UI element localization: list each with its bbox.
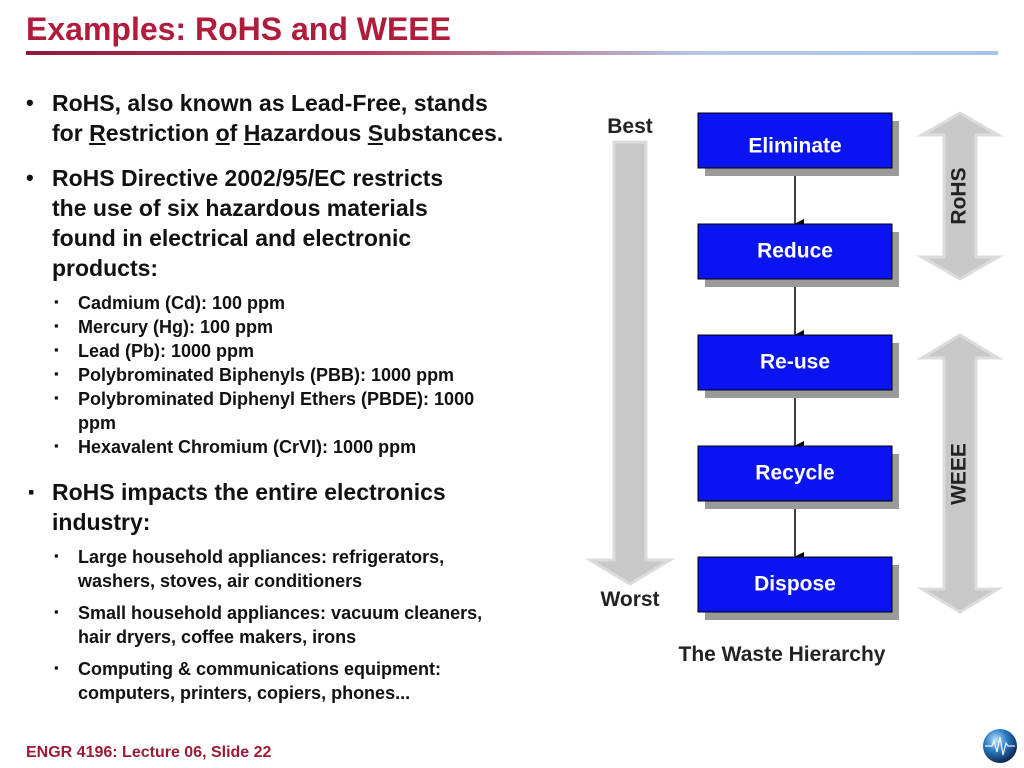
square-bullet-icon: ▪ [54, 548, 59, 563]
slide-footer: ENGR 4196: Lecture 06, Slide 22 [26, 744, 272, 761]
bullet-text: industry: [52, 509, 151, 535]
list-item-text: Small household appliances: vacuum cleaners, [78, 603, 483, 623]
bullet-impacts [26, 477, 566, 537]
square-bullet-icon: ▪ [54, 294, 59, 309]
bullet-text: the use of six hazardous materials [52, 195, 428, 221]
text-span: ubstances. [383, 120, 504, 146]
step-label: Eliminate [748, 134, 842, 158]
underlined-initial: S [367, 120, 384, 146]
list-item-text: Computing & communications equipment: [78, 659, 441, 679]
best-worst-arrow [590, 142, 670, 584]
text-span: for [52, 120, 90, 146]
title-underline [26, 51, 998, 55]
list-item-text: Large household appliances: refrigerators, [78, 547, 445, 567]
bullet-dot-icon: • [26, 90, 34, 115]
step-reuse [698, 335, 899, 398]
list-item-text: Cadmium (Cd): 100 ppm [78, 293, 286, 313]
square-bullet-icon: ▪ [54, 604, 59, 619]
list-item-continuation [26, 411, 566, 435]
text-span: azardous [260, 120, 368, 146]
bullet-dot-icon: • [26, 165, 34, 190]
list-item-text: washers, stoves, air conditioners [78, 571, 363, 591]
bullet-rohs-definition [26, 88, 566, 148]
list-item-text: Hexavalent Chromium (CrVI): 1000 ppm [78, 437, 417, 457]
list-item [26, 387, 566, 411]
step-dispose [698, 557, 899, 620]
worst-label: Worst [600, 588, 660, 611]
square-bullet-icon: ▪ [54, 342, 59, 357]
list-item [26, 363, 566, 387]
bullet-directive [26, 163, 566, 283]
hazard-list [26, 291, 566, 459]
underlined-initial: R [89, 120, 106, 146]
step-eliminate [698, 113, 899, 176]
list-item-text: computers, printers, copiers, phones... [78, 683, 411, 703]
list-item [26, 291, 566, 315]
square-bullet-icon: ▪ [54, 366, 59, 381]
slide-title: Examples: RoHS and WEEE [26, 11, 451, 47]
square-bullet-icon: ▪ [54, 390, 59, 405]
globe-logo-icon [982, 728, 1018, 764]
weee-label: WEEE [947, 443, 971, 505]
step-label: Dispose [754, 572, 836, 596]
rohs-label: RoHS [947, 167, 971, 225]
bullet-text: found in electrical and electronic [52, 225, 412, 251]
step-label: Reduce [757, 239, 833, 263]
bullet-list [26, 88, 566, 705]
list-item-text: Polybrominated Diphenyl Ethers (PBDE): 1000 [78, 389, 475, 409]
step-label: Re-use [759, 350, 831, 374]
list-item [26, 315, 566, 339]
list-item [26, 601, 566, 649]
bullet-text: RoHS, also known as Lead-Free, stands [52, 90, 488, 116]
step-label: Recycle [755, 461, 835, 485]
diagram-caption: The Waste Hierarchy [678, 643, 886, 666]
text-span: estriction [105, 120, 216, 146]
underlined-initial: H [243, 120, 261, 146]
text-span: f [229, 120, 244, 146]
bullet-text: RoHS impacts the entire electronics [52, 479, 446, 505]
list-item [26, 545, 566, 593]
list-item-text: ppm [78, 413, 116, 433]
underlined-initial: o [215, 120, 230, 146]
list-item-text: Mercury (Hg): 100 ppm [78, 317, 274, 337]
impact-list [26, 545, 566, 705]
best-label: Best [607, 115, 653, 138]
square-bullet-icon: ▪ [28, 482, 35, 502]
step-reduce [698, 224, 899, 287]
list-item-text: Polybrominated Biphenyls (PBB): 1000 ppm [78, 365, 455, 385]
square-bullet-icon: ▪ [54, 660, 59, 675]
list-item [26, 657, 566, 705]
bullet-text: products: [52, 255, 159, 281]
square-bullet-icon: ▪ [54, 318, 59, 333]
bullet-text: RoHS Directive 2002/95/EC restricts [52, 165, 444, 191]
list-item-text: hair dryers, coffee makers, irons [78, 627, 357, 647]
list-item [26, 435, 566, 459]
square-bullet-icon: ▪ [54, 438, 59, 453]
list-item [26, 339, 566, 363]
list-item-text: Lead (Pb): 1000 ppm [78, 341, 255, 361]
waste-hierarchy-diagram [580, 100, 1010, 680]
step-recycle [698, 446, 899, 509]
bullet-text [52, 118, 566, 148]
